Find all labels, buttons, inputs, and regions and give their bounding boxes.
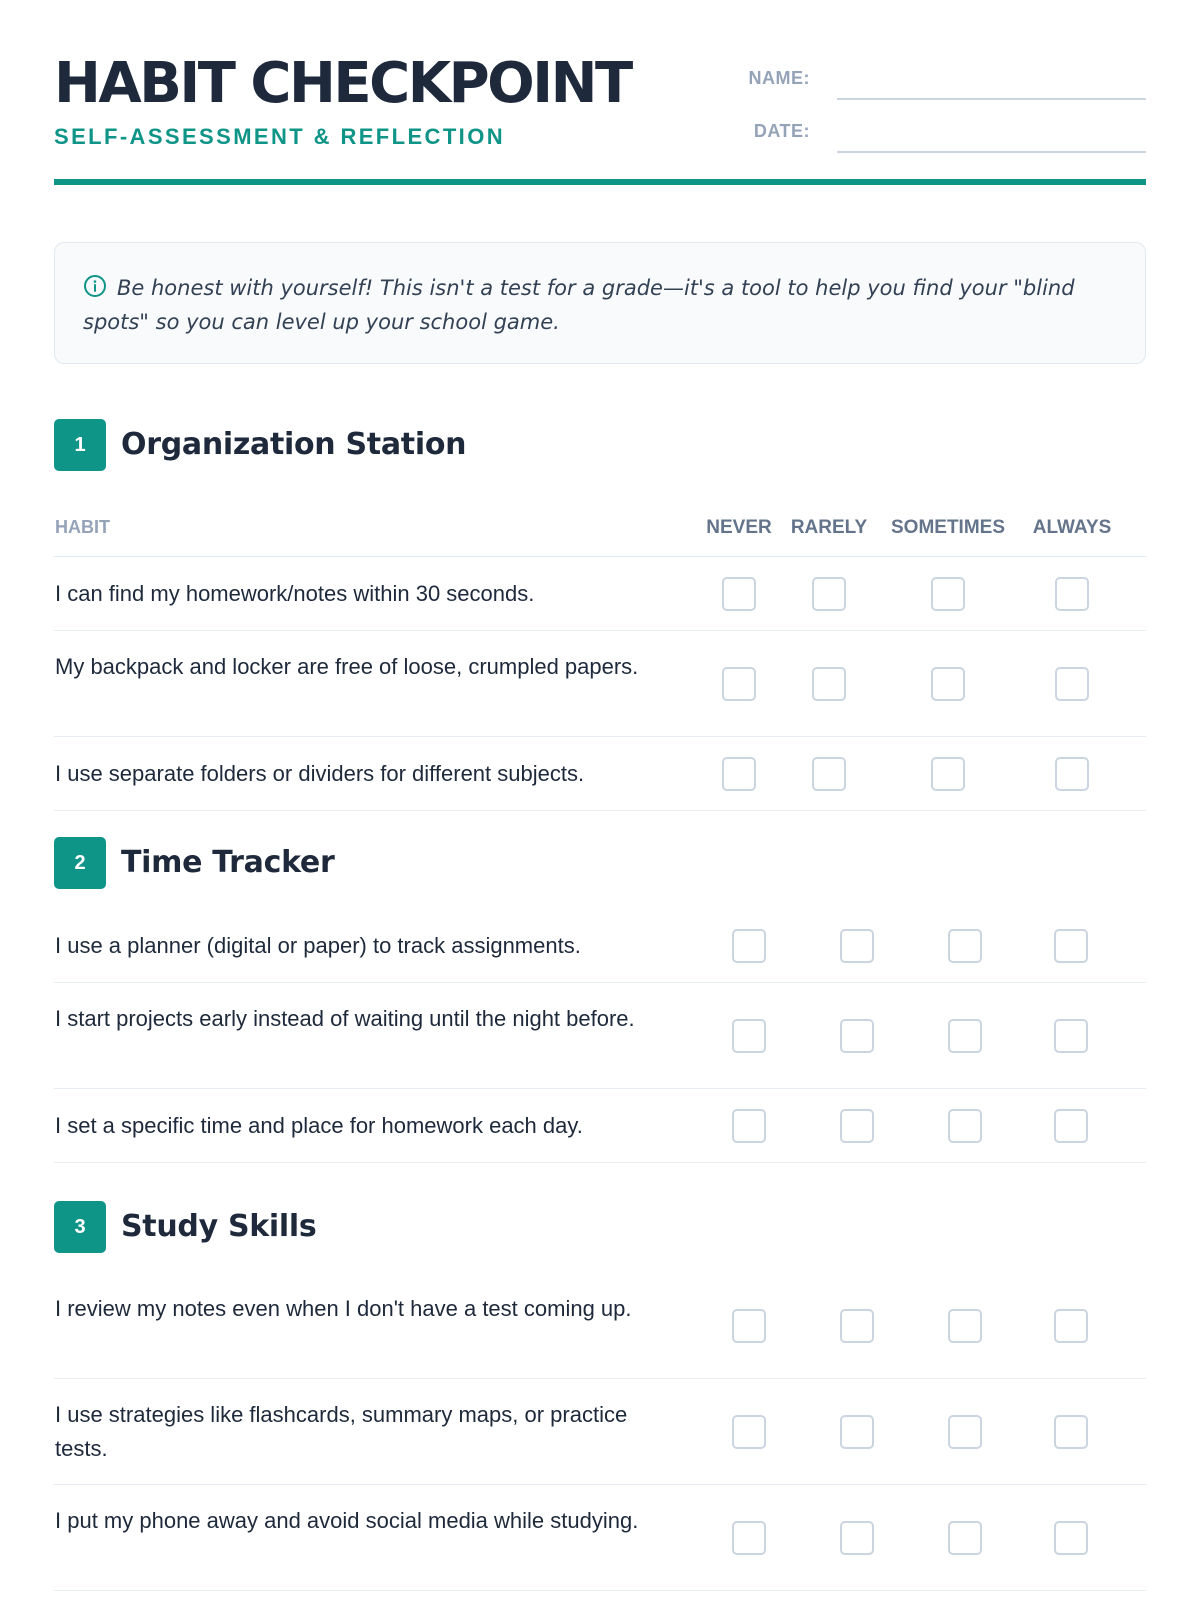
habit-statement: I put my phone away and avoid social media while studying. [55,1508,639,1533]
habit-row [54,557,1146,631]
checkbox-always[interactable] [1054,1109,1088,1143]
checkbox-never[interactable] [722,577,756,611]
info-box [54,242,1146,364]
section-header [54,419,1146,471]
checkbox-rarely[interactable] [812,577,846,611]
column-header-always: ALWAYS [1032,517,1112,538]
checkbox-always[interactable] [1055,577,1089,611]
section-number-badge: 3 [54,1201,106,1253]
checkbox-rarely[interactable] [840,1521,874,1555]
column-header-rarely: RARELY [790,517,868,538]
habit-row [54,1273,1146,1379]
name-row [748,60,1146,100]
section-header [54,837,1146,889]
checkbox-never[interactable] [732,929,766,963]
habit-row [54,631,1146,737]
checkbox-always[interactable] [1054,1309,1088,1343]
habit-row [54,1485,1146,1591]
column-header-never: NEVER [706,517,772,538]
checkbox-always[interactable] [1054,1521,1088,1555]
column-header-habit: HABIT [55,517,110,537]
checkbox-always[interactable] [1054,929,1088,963]
habit-row [54,909,1146,983]
checkbox-never[interactable] [722,667,756,701]
checkbox-rarely[interactable] [840,1415,874,1449]
name-label: NAME: [748,68,810,88]
habit-statement: My backpack and locker are free of loose, crumpled papers. [55,654,639,679]
habit-statement: I start projects early instead of waiting until the night before. [55,1006,635,1031]
checkbox-rarely[interactable] [840,929,874,963]
section-number-badge: 2 [54,837,106,889]
checkbox-rarely[interactable] [812,667,846,701]
column-header-row [54,507,1146,557]
date-label: DATE: [753,121,810,141]
page-subtitle: SELF-ASSESSMENT & REFLECTION [54,124,505,149]
info-paragraph [83,271,1117,339]
checkbox-never[interactable] [732,1019,766,1053]
checkbox-always[interactable] [1055,757,1089,791]
checkbox-sometimes[interactable] [948,1521,982,1555]
checkbox-sometimes[interactable] [948,1415,982,1449]
checkbox-rarely[interactable] [840,1309,874,1343]
checkbox-never[interactable] [722,757,756,791]
checkbox-always[interactable] [1055,667,1089,701]
habit-statement: I review my notes even when I don't have a test coming up. [55,1296,632,1321]
date-row [751,113,1146,153]
habit-row [54,1089,1146,1163]
checkbox-rarely[interactable] [812,757,846,791]
checkbox-sometimes[interactable] [931,667,965,701]
section-3 [54,1201,1146,1591]
section-header [54,1201,1146,1253]
info-circle-icon [83,274,107,298]
habit-statement: I use separate folders or dividers for different subjects. [55,761,585,786]
habit-statement: I use strategies like flashcards, summary maps, or practice tests. [55,1402,628,1461]
checkbox-rarely[interactable] [840,1019,874,1053]
checkbox-sometimes[interactable] [948,1309,982,1343]
habit-statement: I use a planner (digital or paper) to track assignments. [55,933,581,958]
section-title: Time Tracker [121,845,335,880]
habit-row [54,1379,1146,1485]
name-field[interactable] [837,70,1146,100]
section-number-badge: 1 [54,419,106,471]
section-title: Study Skills [121,1209,317,1244]
checkbox-never[interactable] [732,1521,766,1555]
checkbox-always[interactable] [1054,1415,1088,1449]
checkbox-sometimes[interactable] [948,1019,982,1053]
checkbox-sometimes[interactable] [931,577,965,611]
habit-row [54,983,1146,1089]
checkbox-sometimes[interactable] [948,929,982,963]
checkbox-sometimes[interactable] [948,1109,982,1143]
page-title: HABIT CHECKPOINT [54,51,631,116]
section-2 [54,837,1146,1163]
habit-row [54,737,1146,811]
checkbox-never[interactable] [732,1415,766,1449]
habit-statement: I can find my homework/notes within 30 seconds. [55,581,535,606]
info-text: Be honest with yourself! This isn't a test for a grade—it's a tool to help you find your "blind spots" so you can level up your school game. [83,276,1075,334]
section-title: Organization Station [121,427,467,462]
column-header-sometimes: SOMETIMES [890,517,1006,538]
date-field[interactable] [837,123,1146,153]
checkbox-never[interactable] [732,1309,766,1343]
habit-statement: I set a specific time and place for homework each day. [55,1113,583,1138]
checkbox-sometimes[interactable] [931,757,965,791]
checkbox-rarely[interactable] [840,1109,874,1143]
section-1 [54,419,1146,811]
checkbox-always[interactable] [1054,1019,1088,1053]
checkbox-never[interactable] [732,1109,766,1143]
header [54,0,1146,185]
